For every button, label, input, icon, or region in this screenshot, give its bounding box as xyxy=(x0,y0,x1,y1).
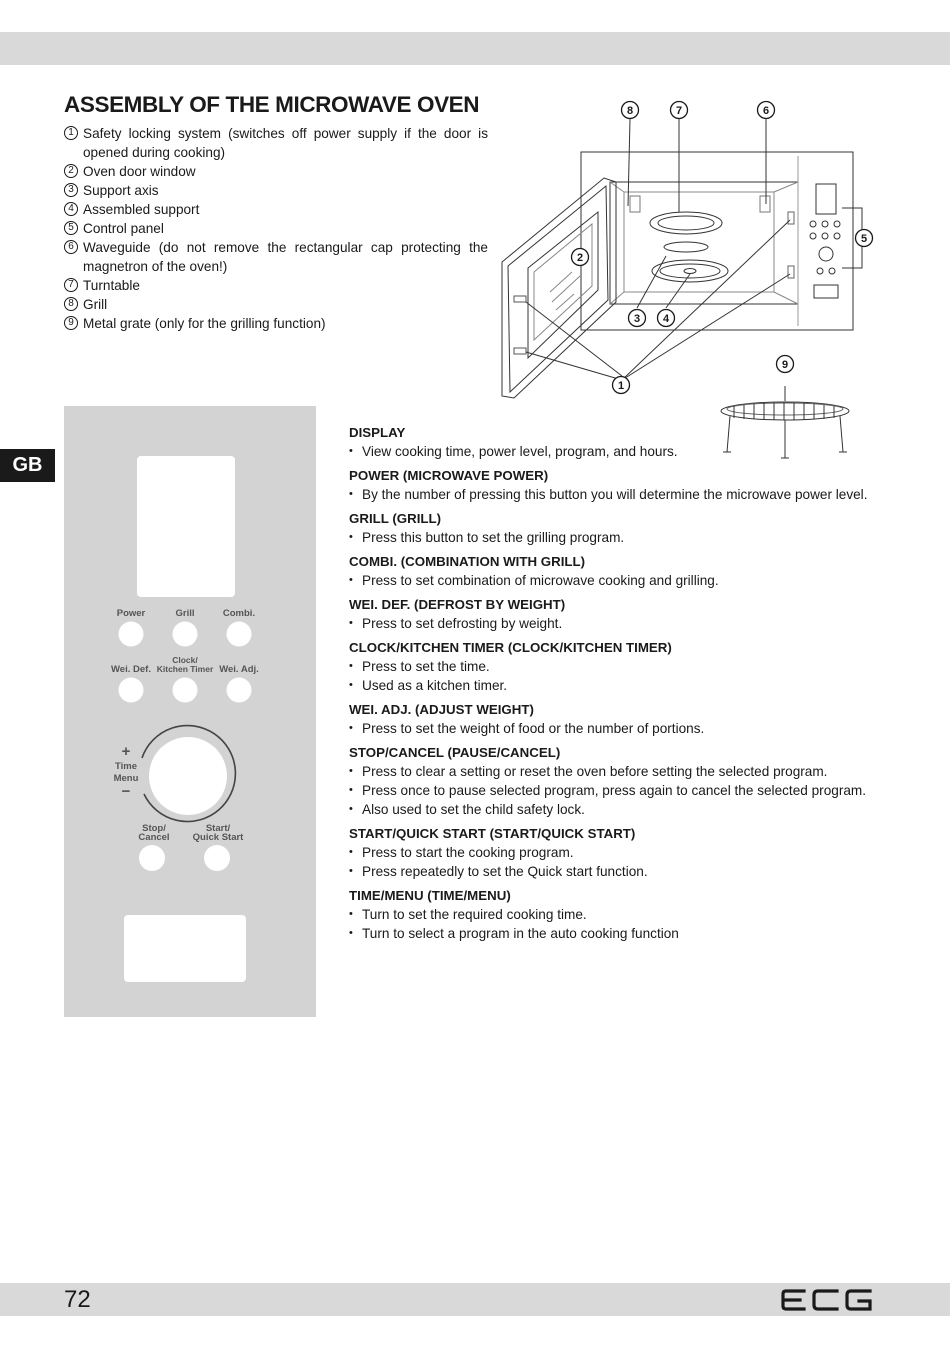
weidef-label: Wei. Def. xyxy=(111,664,151,675)
parts-list-item: 3 Support axis xyxy=(64,181,488,200)
weiadj-label: Wei. Adj. xyxy=(219,664,259,675)
number-badge: 9 xyxy=(64,316,78,330)
callout-label: 4 xyxy=(662,313,670,325)
dial-plus-label: + xyxy=(121,743,131,760)
number-badge: 4 xyxy=(64,202,78,216)
stop-cancel-button[interactable] xyxy=(139,845,165,871)
stop-label-line2: Cancel xyxy=(138,832,170,843)
clock-label-line2: Kitchen Timer xyxy=(156,664,214,674)
bullet: • xyxy=(349,488,353,500)
callout-label: 9 xyxy=(781,359,789,371)
bullet: • xyxy=(349,908,353,920)
bullet: • xyxy=(349,765,353,777)
bullet: • xyxy=(349,846,353,858)
clock-label-line1: Clock/ xyxy=(172,655,198,665)
callout-label: 3 xyxy=(633,313,641,325)
callout-label: 2 xyxy=(576,252,584,264)
description-time-menu: TIME/MENU (TIME/MENU) • Turn to set the required cooking time. • Turn to select a program in the auto cooking function xyxy=(349,887,889,943)
start-label-line2: Quick Start xyxy=(192,832,244,843)
callout-label: 7 xyxy=(675,105,683,117)
panel-display-window xyxy=(137,456,235,597)
bullet: • xyxy=(349,679,353,691)
clock-kitchen-timer-button[interactable] xyxy=(173,678,198,703)
oven-display xyxy=(816,184,836,214)
description-clock: CLOCK/KITCHEN TIMER (CLOCK/KITCHEN TIMER) • Press to set the time. • Used as a kitchen timer. xyxy=(349,639,889,695)
combi-label: Combi. xyxy=(222,608,256,619)
description-weiadj: WEI. ADJ. (ADJUST WEIGHT) • Press to set the weight of food or the number of portions. xyxy=(349,701,889,738)
weiadj-button[interactable] xyxy=(227,678,252,703)
parts-list-item: 1 Safety locking system (switches off power supply if the door is opened during cooking) xyxy=(64,124,488,162)
page-number: 72 xyxy=(64,1286,91,1313)
number-badge: 2 xyxy=(64,164,78,178)
callout-label: 5 xyxy=(860,233,868,245)
callout-label: 6 xyxy=(762,105,770,117)
button-descriptions xyxy=(349,424,889,949)
callout-label: 1 xyxy=(617,380,625,392)
bullet: • xyxy=(349,722,353,734)
parts-list-item: 7 Turntable xyxy=(64,276,488,295)
number-badge: 5 xyxy=(64,221,78,235)
number-badge: 6 xyxy=(64,240,78,254)
description-heading: WEI. DEF. (DEFROST BY WEIGHT) xyxy=(349,597,566,612)
control-panel-illustration xyxy=(64,406,316,1017)
description-combi: COMBI. (COMBINATION WITH GRILL) • Press to set combination of microwave cooking and grilling. xyxy=(349,553,889,590)
number-badge: 8 xyxy=(64,297,78,311)
bullet: • xyxy=(349,574,353,586)
description-heading: TIME/MENU (TIME/MENU) xyxy=(349,888,511,903)
description-heading: WEI. ADJ. (ADJUST WEIGHT) xyxy=(349,702,534,717)
parts-list-item: 4 Assembled support xyxy=(64,200,488,219)
top-header-band xyxy=(0,32,950,65)
description-start: START/QUICK START (START/QUICK START) • Press to start the cooking program. • Press repeatedly to set the Quick start function. xyxy=(349,825,889,881)
description-stop-cancel: STOP/CANCEL (PAUSE/CANCEL) • Press to clear a setting or reset the oven before setting the selected program. • Press once to pause selected program, press again to cancel the selected program. • Also used to set the child safety lock. xyxy=(349,744,889,819)
description-heading: GRILL (GRILL) xyxy=(349,511,442,526)
description-heading: STOP/CANCEL (PAUSE/CANCEL) xyxy=(349,745,561,760)
time-menu-dial[interactable] xyxy=(149,737,227,815)
callout-label: 8 xyxy=(626,105,634,117)
grill-label: Grill xyxy=(175,608,195,619)
number-badge: 3 xyxy=(64,183,78,197)
turntable-bottom xyxy=(652,260,728,282)
description-power: POWER (MICROWAVE POWER) • By the number of pressing this button you will determine the microwave power level. xyxy=(349,467,889,504)
parts-list xyxy=(64,124,488,333)
oven-door xyxy=(502,178,616,398)
parts-list-item: 8 Grill xyxy=(64,295,488,314)
bullet: • xyxy=(349,531,353,543)
bullet: • xyxy=(349,784,353,796)
panel-lower-plate xyxy=(124,915,246,982)
description-heading: COMBI. (COMBINATION WITH GRILL) xyxy=(349,554,586,569)
bullet: • xyxy=(349,445,353,457)
page-title: ASSEMBLY OF THE MICROWAVE OVEN xyxy=(64,92,480,117)
parts-list-item: 6 Waveguide (do not remove the rectangular cap protecting the magnetron of the oven!) xyxy=(64,238,488,276)
power-label: Power xyxy=(116,608,146,619)
turntable-top xyxy=(650,212,722,234)
grill-button[interactable] xyxy=(173,622,198,647)
bullet: • xyxy=(349,660,353,672)
description-heading: DISPLAY xyxy=(349,425,406,440)
bullet: • xyxy=(349,927,353,939)
ecg-logo xyxy=(780,1288,874,1312)
dial-menu-label: Menu xyxy=(113,773,139,784)
description-heading: START/QUICK START (START/QUICK START) xyxy=(349,826,636,841)
support-ring xyxy=(664,242,708,252)
language-tab: GB xyxy=(0,449,55,482)
stop-label-line1: Stop/ xyxy=(142,823,166,834)
combi-button[interactable] xyxy=(227,622,252,647)
description-display: DISPLAY • View cooking time, power level, program, and hours. xyxy=(349,424,889,461)
parts-list-item: 5 Control panel xyxy=(64,219,488,238)
description-heading: CLOCK/KITCHEN TIMER (CLOCK/KITCHEN TIMER) xyxy=(349,640,672,655)
number-badge: 7 xyxy=(64,278,78,292)
bullet: • xyxy=(349,865,353,877)
dial-time-label: Time xyxy=(114,761,138,772)
description-heading: POWER (MICROWAVE POWER) xyxy=(349,468,549,483)
weidef-button[interactable] xyxy=(119,678,144,703)
start-label-line1: Start/ xyxy=(205,823,231,834)
dial-minus-label: − xyxy=(121,783,131,800)
start-quick-start-button[interactable] xyxy=(204,845,230,871)
parts-list-item: 2 Oven door window xyxy=(64,162,488,181)
description-weidef: WEI. DEF. (DEFROST BY WEIGHT) • Press to set defrosting by weight. xyxy=(349,596,889,633)
description-grill: GRILL (GRILL) • Press this button to set the grilling program. xyxy=(349,510,889,547)
bullet: • xyxy=(349,617,353,629)
power-button[interactable] xyxy=(119,622,144,647)
bullet: • xyxy=(349,803,353,815)
number-badge: 1 xyxy=(64,126,78,140)
oven-body-outline xyxy=(581,152,853,330)
parts-list-item: 9 Metal grate (only for the grilling function) xyxy=(64,314,488,333)
microwave-assembly-diagram xyxy=(494,96,874,464)
